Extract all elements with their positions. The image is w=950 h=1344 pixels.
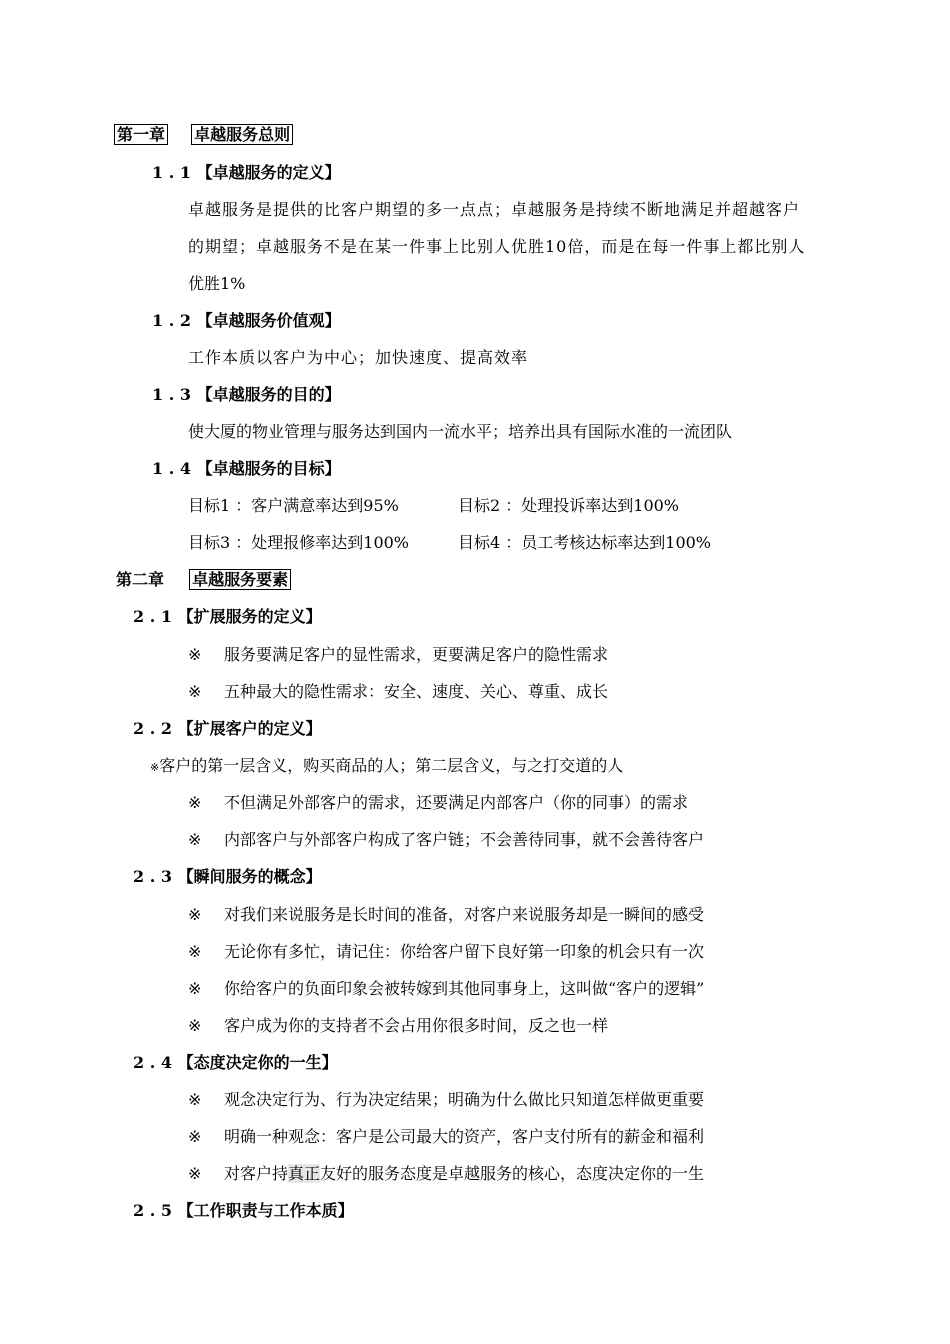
goal-2: 目标2 ：处理投诉率达到100%: [458, 496, 680, 515]
section-2-3-heading: [133, 867, 322, 887]
lead-line: [150, 756, 623, 778]
section-title: 【态度决定你的一生】: [177, 1053, 338, 1072]
list-item-text: 无论你有多忙，请记住：你给客户留下良好第一印象的机会只有一次: [224, 942, 705, 961]
section-1-1-heading: [152, 163, 341, 183]
section-title: 【卓越服务价值观】: [196, 311, 341, 330]
list-item-text: 明确一种观念：客户是公司最大的资产，客户支付所有的薪金和福利: [224, 1127, 705, 1146]
reference-mark-icon: ※: [188, 645, 202, 664]
reference-mark-icon: ※: [188, 830, 202, 849]
paragraph-line: 卓越服务是提供的比客户期望的多一点点；卓越服务是持续不断地满足并超越客户: [188, 200, 801, 219]
section-title: 【扩展服务的定义】: [177, 607, 322, 626]
list-item: [188, 1164, 704, 1184]
section-number: 2 . 2: [133, 719, 172, 738]
list-item: [188, 905, 704, 925]
paragraph-line: 优胜1%: [188, 274, 246, 293]
reference-mark-icon: ※: [188, 905, 202, 924]
small-reference-mark-icon: ※: [150, 761, 160, 774]
list-item-text: 对我们来说服务是长时间的准备，对客户来说服务却是一瞬间的感受: [224, 905, 705, 924]
reference-mark-icon: ※: [188, 979, 202, 998]
section-title: 【瞬间服务的概念】: [177, 867, 322, 886]
section-number: 2 . 3: [133, 867, 172, 886]
section-number: 2 . 4: [133, 1053, 172, 1072]
section-1-3-heading: [152, 385, 341, 405]
goal-1: 目标1 ：客户满意率达到95%: [188, 496, 399, 515]
list-item: [188, 979, 704, 999]
list-item: [188, 1016, 608, 1036]
section-2-2-heading: [133, 719, 322, 739]
reference-mark-icon: ※: [188, 942, 202, 961]
section-number: 1 . 1: [152, 163, 191, 182]
chapter-2-title: 卓越服务要素: [189, 569, 291, 590]
list-item-text: 观念决定行为、行为决定结果；明确为什么做比只知道怎样做更重要: [224, 1090, 705, 1109]
chapter-2-heading: [116, 570, 291, 590]
section-title: 【卓越服务的目标】: [196, 459, 341, 478]
list-item-text: 五种最大的隐性需求：安全、速度、关心、尊重、成长: [224, 682, 609, 701]
chapter-2-label: 第二章: [116, 570, 165, 589]
section-number: 2 . 1: [133, 607, 172, 626]
paragraph-line: 使大厦的物业管理与服务达到国内一流水平；培养出具有国际水准的一流团队: [188, 422, 733, 441]
section-title: 【扩展客户的定义】: [177, 719, 322, 738]
section-2-1-heading: [133, 607, 322, 627]
list-item: [188, 1090, 704, 1110]
section-title: 【卓越服务的目的】: [196, 385, 341, 404]
section-1-2-heading: [152, 311, 341, 331]
list-item-text: 内部客户与外部客户构成了客户链；不会善待同事，就不会善待客户: [224, 830, 705, 849]
section-title: 【工作职责与工作本质】: [177, 1201, 354, 1220]
list-item: [188, 1127, 704, 1147]
section-2-5-heading: [133, 1201, 354, 1221]
section-number: 1 . 4: [152, 459, 191, 478]
list-item: [188, 942, 704, 962]
list-item: [188, 793, 688, 813]
goal-3: 目标3 ：处理报修率达到100%: [188, 533, 410, 552]
reference-mark-icon: ※: [188, 1016, 202, 1035]
reference-mark-icon: ※: [188, 1164, 202, 1183]
section-number: 1 . 2: [152, 311, 191, 330]
paragraph-line: 工作本质以客户为中心；加快速度、提高效率: [188, 348, 529, 367]
list-item-text: 不但满足外部客户的需求，还要满足内部客户（你的同事）的需求: [224, 793, 689, 812]
list-item-text: 你给客户的负面印象会被转嫁到其他同事身上，这叫做“客户的逻辑”: [224, 979, 705, 998]
reference-mark-icon: ※: [188, 1090, 202, 1109]
chapter-1-label: 第一章: [114, 124, 168, 145]
section-2-4-heading: [133, 1053, 338, 1073]
reference-mark-icon: ※: [188, 682, 202, 701]
list-item: [188, 682, 608, 702]
paragraph-line: 的期望；卓越服务不是在某一件事上比别人优胜10倍，而是在每一件事上都比别人: [188, 237, 806, 256]
reference-mark-icon: ※: [188, 1127, 202, 1146]
list-item: [188, 830, 704, 850]
section-1-4-heading: [152, 459, 341, 479]
highlighted-text: 真正: [288, 1164, 321, 1183]
list-item-text: 客户成为你的支持者不会占用你很多时间，反之也一样: [224, 1016, 609, 1035]
section-title: 【卓越服务的定义】: [196, 163, 341, 182]
reference-mark-icon: ※: [188, 793, 202, 812]
list-item-text: 对客户持: [224, 1164, 289, 1183]
list-item-text: 友好的服务态度是卓越服务的核心，态度决定你的一生: [320, 1164, 705, 1183]
list-item-text: 服务要满足客户的显性需求，更要满足客户的隐性需求: [224, 645, 609, 664]
section-number: 2 . 5: [133, 1201, 172, 1220]
section-number: 1 . 3: [152, 385, 191, 404]
lead-text: 客户的第一层含义，购买商品的人；第二层含义，与之打交道的人: [159, 756, 624, 775]
goal-4: 目标4 ：员工考核达标率达到100%: [458, 533, 712, 552]
chapter-1-heading: [114, 125, 293, 145]
chapter-1-title: 卓越服务总则: [191, 124, 293, 145]
list-item: [188, 645, 608, 665]
